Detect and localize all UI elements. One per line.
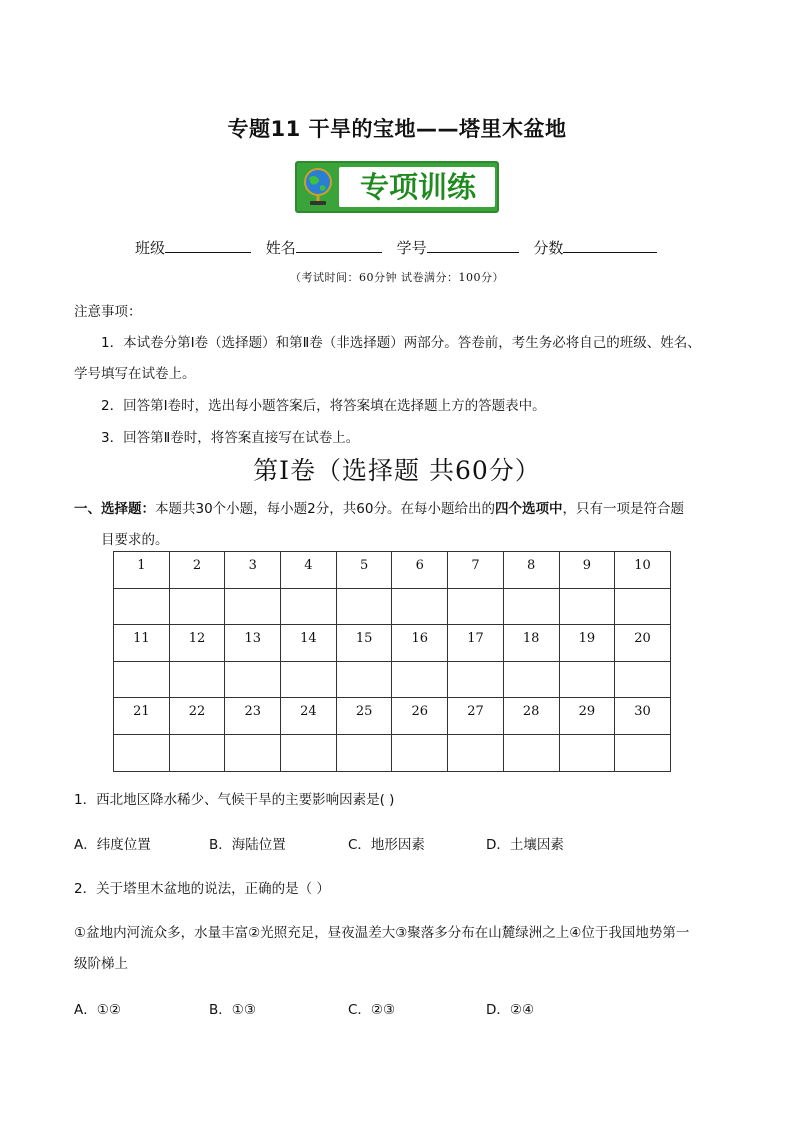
answer-cell[interactable] xyxy=(615,734,671,771)
answer-cell[interactable] xyxy=(559,588,615,625)
answer-cell[interactable] xyxy=(503,734,559,771)
answer-cell[interactable] xyxy=(559,661,615,698)
answer-cell[interactable] xyxy=(336,734,392,771)
question-1-option-b[interactable]: B．海陆位置 xyxy=(209,837,286,853)
id-label: 学号 xyxy=(396,239,427,257)
score-blank[interactable] xyxy=(563,236,657,253)
answer-cell[interactable] xyxy=(392,734,448,771)
question-2-statements: ①盆地内河流众多，水量丰富②光照充足，昼夜温差大③聚落多分布在山麓绿洲之上④位于我国地势第一 xyxy=(74,925,690,941)
answer-cell[interactable] xyxy=(392,661,448,698)
answer-cell[interactable] xyxy=(225,661,281,698)
answer-cell[interactable] xyxy=(114,661,170,698)
table-row xyxy=(114,552,671,589)
note-item-2: 2．回答第Ⅰ卷时，选出每小题答案后，将答案填在选择题上方的答题表中。 xyxy=(101,398,546,414)
question-2-option-c[interactable]: C．②③ xyxy=(348,1002,396,1018)
answer-cell[interactable] xyxy=(281,661,337,698)
note-item-3: 3．回答第Ⅱ卷时，将答案直接写在试卷上。 xyxy=(101,430,360,446)
question-number-cell: 25 xyxy=(336,698,392,735)
answer-cell[interactable] xyxy=(281,734,337,771)
question-number-cell: 5 xyxy=(336,552,392,589)
answer-cell[interactable] xyxy=(503,588,559,625)
question-2-statements-cont: 级阶梯上 xyxy=(74,956,128,972)
table-row xyxy=(114,625,671,662)
question-number-cell: 21 xyxy=(114,698,170,735)
note-item-1-cont: 学号填写在试卷上。 xyxy=(74,366,196,382)
answer-cell[interactable] xyxy=(615,661,671,698)
part-one-instructions-cont: 目要求的。 xyxy=(101,532,169,548)
part-one-emphasis: 四个选项中 xyxy=(494,501,563,517)
id-blank[interactable] xyxy=(427,236,519,253)
class-label: 班级 xyxy=(135,239,166,257)
question-number-cell: 17 xyxy=(448,625,504,662)
question-2-option-d[interactable]: D．②④ xyxy=(486,1002,535,1018)
question-number-cell: 2 xyxy=(169,552,225,589)
question-number-cell: 20 xyxy=(615,625,671,662)
part-one-lead: 一、选择题： xyxy=(74,501,155,517)
banner-label: 专项训练 xyxy=(359,170,476,204)
question-number-cell: 10 xyxy=(615,552,671,589)
part-one-text: 本题共30个小题，每小题2分，共60分。在每小题给出的 xyxy=(155,501,495,517)
answer-cell[interactable] xyxy=(169,588,225,625)
question-2-stem: 2．关于塔里木盆地的说法，正确的是（ ） xyxy=(74,881,330,897)
page-title: 专题11 干旱的宝地——塔里木盆地 xyxy=(227,117,567,141)
question-number-cell: 16 xyxy=(392,625,448,662)
name-blank[interactable] xyxy=(296,236,382,253)
banner xyxy=(295,161,499,213)
question-number-cell: 12 xyxy=(169,625,225,662)
student-info-row xyxy=(135,236,657,258)
answer-cell[interactable] xyxy=(336,588,392,625)
question-number-cell: 24 xyxy=(281,698,337,735)
answer-cell[interactable] xyxy=(169,734,225,771)
question-number-cell: 1 xyxy=(114,552,170,589)
question-number-cell: 22 xyxy=(169,698,225,735)
section-title: 第Ⅰ卷（选择题 共60分） xyxy=(253,456,541,485)
question-2-option-a[interactable]: A．①② xyxy=(74,1002,121,1018)
question-number-cell: 13 xyxy=(225,625,281,662)
question-number-cell: 14 xyxy=(281,625,337,662)
exam-info: （考试时间：60分钟 试卷满分：100分） xyxy=(290,271,504,284)
question-1-option-c[interactable]: C．地形因素 xyxy=(348,837,425,853)
answer-row xyxy=(114,734,671,771)
answer-cell[interactable] xyxy=(336,661,392,698)
question-number-cell: 6 xyxy=(392,552,448,589)
answer-row xyxy=(114,588,671,625)
table-row xyxy=(114,698,671,735)
question-2-option-b[interactable]: B．①③ xyxy=(209,1002,256,1018)
question-number-cell: 30 xyxy=(615,698,671,735)
question-number-cell: 15 xyxy=(336,625,392,662)
question-number-cell: 27 xyxy=(448,698,504,735)
question-number-cell: 11 xyxy=(114,625,170,662)
answer-cell[interactable] xyxy=(448,734,504,771)
answer-cell[interactable] xyxy=(114,734,170,771)
score-label: 分数 xyxy=(533,239,564,257)
question-1-option-d[interactable]: D．土壤因素 xyxy=(486,837,564,853)
question-number-cell: 19 xyxy=(559,625,615,662)
question-number-cell: 3 xyxy=(225,552,281,589)
question-number-cell: 29 xyxy=(559,698,615,735)
question-number-cell: 4 xyxy=(281,552,337,589)
answer-cell[interactable] xyxy=(448,661,504,698)
answer-cell[interactable] xyxy=(448,588,504,625)
answer-cell[interactable] xyxy=(169,661,225,698)
answer-cell[interactable] xyxy=(392,588,448,625)
answer-table xyxy=(113,551,671,772)
answer-row xyxy=(114,661,671,698)
answer-cell[interactable] xyxy=(559,734,615,771)
note-item-1: 1．本试卷分第Ⅰ卷（选择题）和第Ⅱ卷（非选择题）两部分。答卷前，考生务必将自己的班级、姓名、 xyxy=(101,335,701,351)
class-blank[interactable] xyxy=(165,236,251,253)
answer-cell[interactable] xyxy=(225,588,281,625)
notes-heading: 注意事项： xyxy=(74,304,142,320)
question-number-cell: 8 xyxy=(503,552,559,589)
answer-cell[interactable] xyxy=(281,588,337,625)
question-number-cell: 26 xyxy=(392,698,448,735)
question-number-cell: 9 xyxy=(559,552,615,589)
answer-cell[interactable] xyxy=(114,588,170,625)
question-1-stem: 1．西北地区降水稀少、气候干旱的主要影响因素是( ) xyxy=(74,792,395,808)
question-1-option-a[interactable]: A．纬度位置 xyxy=(74,837,151,853)
question-number-cell: 28 xyxy=(503,698,559,735)
part-one-instructions xyxy=(74,497,684,517)
globe-icon xyxy=(301,166,335,208)
name-label: 姓名 xyxy=(265,239,296,257)
question-number-cell: 23 xyxy=(225,698,281,735)
answer-cell[interactable] xyxy=(503,661,559,698)
question-number-cell: 18 xyxy=(503,625,559,662)
answer-cell[interactable] xyxy=(615,588,671,625)
part-one-text-end: ，只有一项是符合题 xyxy=(562,501,684,517)
answer-cell[interactable] xyxy=(225,734,281,771)
question-number-cell: 7 xyxy=(448,552,504,589)
